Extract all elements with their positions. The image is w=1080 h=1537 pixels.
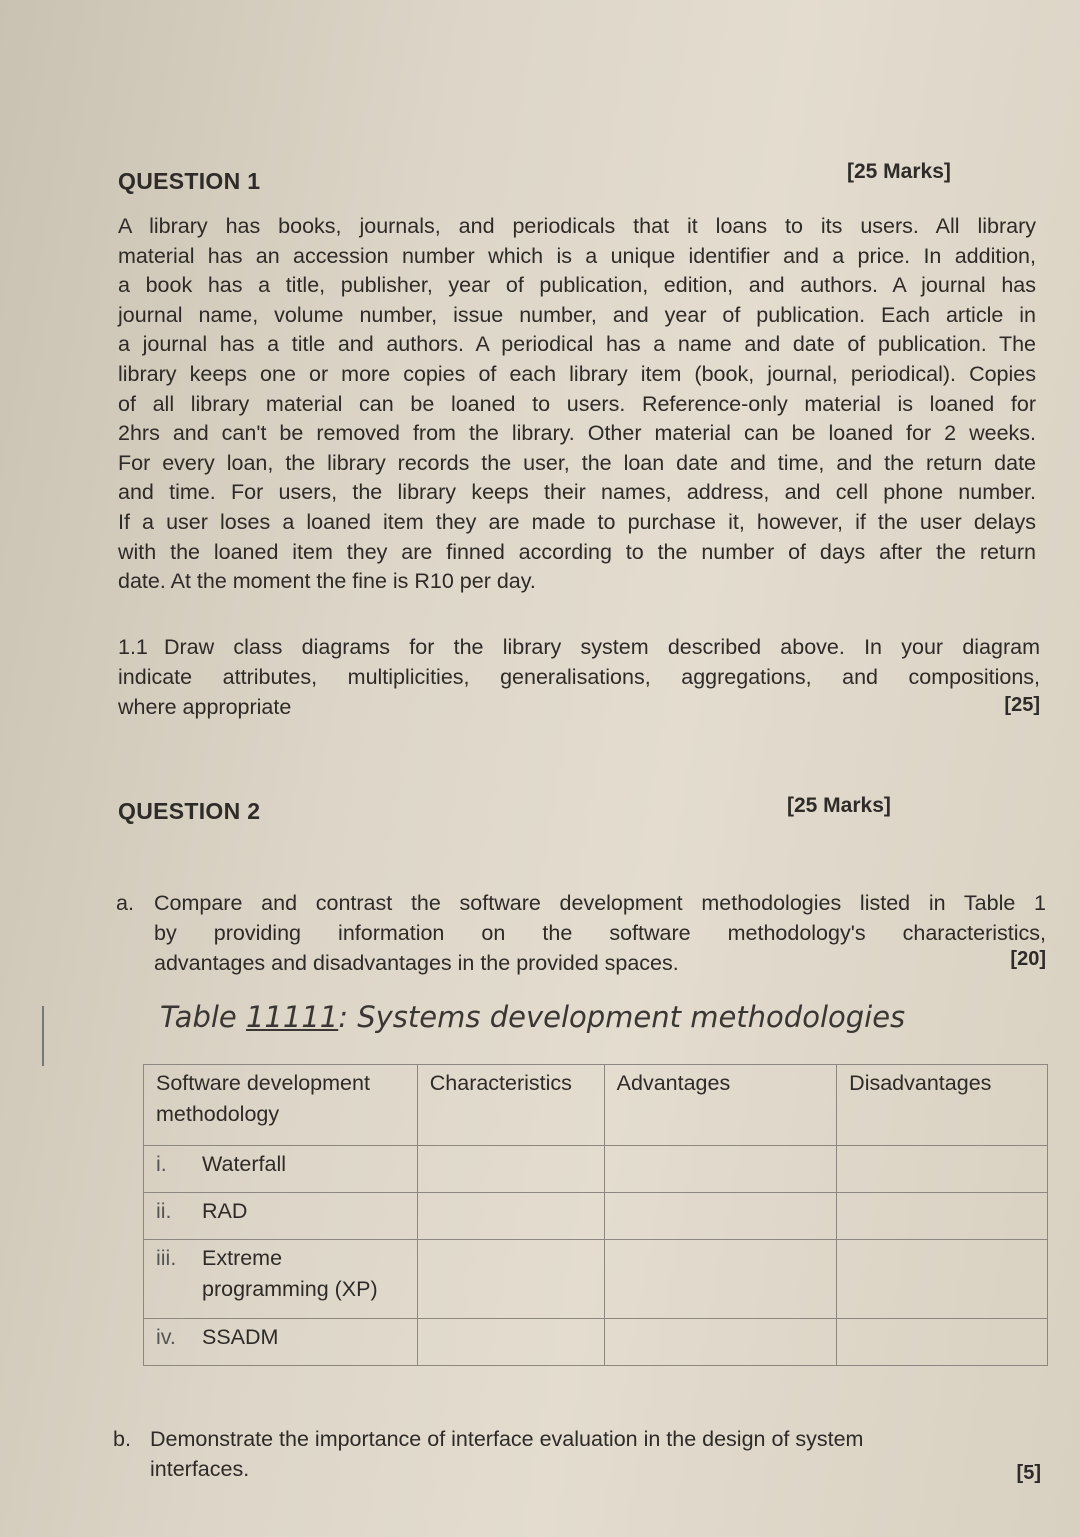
question-1-marks: [25 Marks]: [847, 160, 951, 183]
question-2a-text: [154, 888, 1046, 978]
scenario-line: If a user loses a loaned item they are made to purchase it, however, if the user delays: [118, 509, 1036, 534]
question-line: advantages and disadvantages in the provided spaces.: [154, 951, 679, 975]
question-1-1-text: [164, 632, 1040, 662]
question-1-1-marks: [25]: [1004, 694, 1040, 716]
row-name: Extreme programming (XP): [202, 1246, 378, 1301]
row-number: i.: [156, 1152, 167, 1176]
advantages-cell[interactable]: [604, 1240, 837, 1319]
scenario-line: 2hrs and can't be removed from the library. Other material can be loaned for 2 weeks.: [118, 421, 1036, 446]
question-1-1-label: 1.1: [118, 635, 148, 659]
characteristics-cell[interactable]: [417, 1146, 604, 1193]
header-characteristics: Characteristics: [417, 1065, 604, 1146]
question-2a-label: a.: [116, 891, 134, 915]
question-line: Demonstrate the importance of interface evaluation in the design of system: [150, 1427, 864, 1451]
question-line: Draw class diagrams for the library system described above. In your diagram: [164, 635, 1040, 659]
table-caption-number: 11111: [245, 1000, 339, 1034]
methodology-cell: [144, 1193, 418, 1240]
methodologies-table: [143, 1064, 1048, 1366]
table-header-row: [144, 1065, 1048, 1146]
question-line: by providing information on the software methodology's characteristics,: [154, 921, 1046, 945]
question-2-marks: [25 Marks]: [787, 794, 891, 817]
characteristics-cell[interactable]: [417, 1193, 604, 1240]
table-row: [144, 1193, 1048, 1240]
row-number: iii.: [156, 1246, 177, 1270]
scenario-line: date. At the moment the fine is R10 per day.: [118, 569, 536, 594]
disadvantages-cell[interactable]: [837, 1146, 1048, 1193]
header-methodology: Software development methodology: [144, 1065, 418, 1146]
scenario-line: material has an accession number which is a unique identifier and a price. In addition,: [118, 243, 1036, 268]
question-line: interfaces.: [150, 1457, 250, 1481]
question-2b-label: b.: [113, 1427, 131, 1451]
scenario-line: A library has books, journals, and periodicals that it loans to its users. All library: [118, 214, 1036, 238]
table-caption: [160, 1000, 905, 1034]
scenario-line: For every loan, the library records the user, the loan date and time, and the return date: [118, 450, 1036, 475]
question-2a-marks: [20]: [1010, 948, 1046, 970]
advantages-cell[interactable]: [604, 1319, 837, 1366]
scenario-line: with the loaned item they are finned according to the number of days after the return: [118, 539, 1036, 564]
row-name: SSADM: [202, 1325, 279, 1349]
question-2b-text: [150, 1424, 990, 1484]
scenario-line: of all library material can be loaned to users. Reference-only material is loaned for: [118, 391, 1036, 416]
margin-line: [42, 1006, 44, 1066]
question-2-heading: QUESTION 2: [118, 798, 261, 824]
disadvantages-cell[interactable]: [837, 1319, 1048, 1366]
scenario-line: library keeps one or more copies of each library item (book, journal, periodical). Copies: [118, 361, 1036, 386]
question-1-heading: QUESTION 1: [118, 168, 261, 194]
row-number: ii.: [156, 1199, 172, 1223]
disadvantages-cell[interactable]: [837, 1240, 1048, 1319]
header-disadvantages: Disadvantages: [837, 1065, 1048, 1146]
question-2a: [116, 888, 1046, 980]
row-name: Waterfall: [202, 1152, 287, 1176]
disadvantages-cell[interactable]: [837, 1193, 1048, 1240]
row-name: RAD: [202, 1199, 248, 1223]
question-line: indicate attributes, multiplicities, generalisations, aggregations, and compositions,: [118, 665, 1040, 689]
question-1-scenario: [118, 212, 1036, 597]
question-1-1-text-cont: [118, 662, 1040, 722]
scenario-line: and time. For users, the library keeps their names, address, and cell phone number.: [118, 480, 1036, 505]
table-row: [144, 1146, 1048, 1193]
scenario-line: a journal has a title and authors. A periodical has a name and date of publication. The: [118, 332, 1036, 357]
question-line: where appropriate: [118, 695, 292, 719]
table-row: [144, 1240, 1048, 1319]
question-2b: [113, 1424, 1041, 1490]
question-2b-marks: [5]: [1016, 1462, 1041, 1484]
question-line: Compare and contrast the software development methodologies listed in Table 1: [154, 891, 1046, 915]
characteristics-cell[interactable]: [417, 1240, 604, 1319]
characteristics-cell[interactable]: [417, 1319, 604, 1366]
header-advantages: Advantages: [604, 1065, 837, 1146]
methodology-cell: [144, 1146, 418, 1193]
question-1-1: [118, 632, 1040, 724]
methodology-cell: [144, 1240, 418, 1319]
scenario-line: a book has a title, publisher, year of publication, edition, and authors. A journal has: [118, 273, 1036, 298]
table-caption-prefix: Table: [160, 1000, 246, 1034]
scenario-line: journal name, volume number, issue number, and year of publication. Each article in: [118, 302, 1036, 327]
table-row: [144, 1319, 1048, 1366]
row-number: iv.: [156, 1325, 176, 1349]
advantages-cell[interactable]: [604, 1146, 837, 1193]
advantages-cell[interactable]: [604, 1193, 837, 1240]
methodology-cell: [144, 1319, 418, 1366]
table-caption-rest: : Systems development methodologies: [338, 1000, 906, 1034]
